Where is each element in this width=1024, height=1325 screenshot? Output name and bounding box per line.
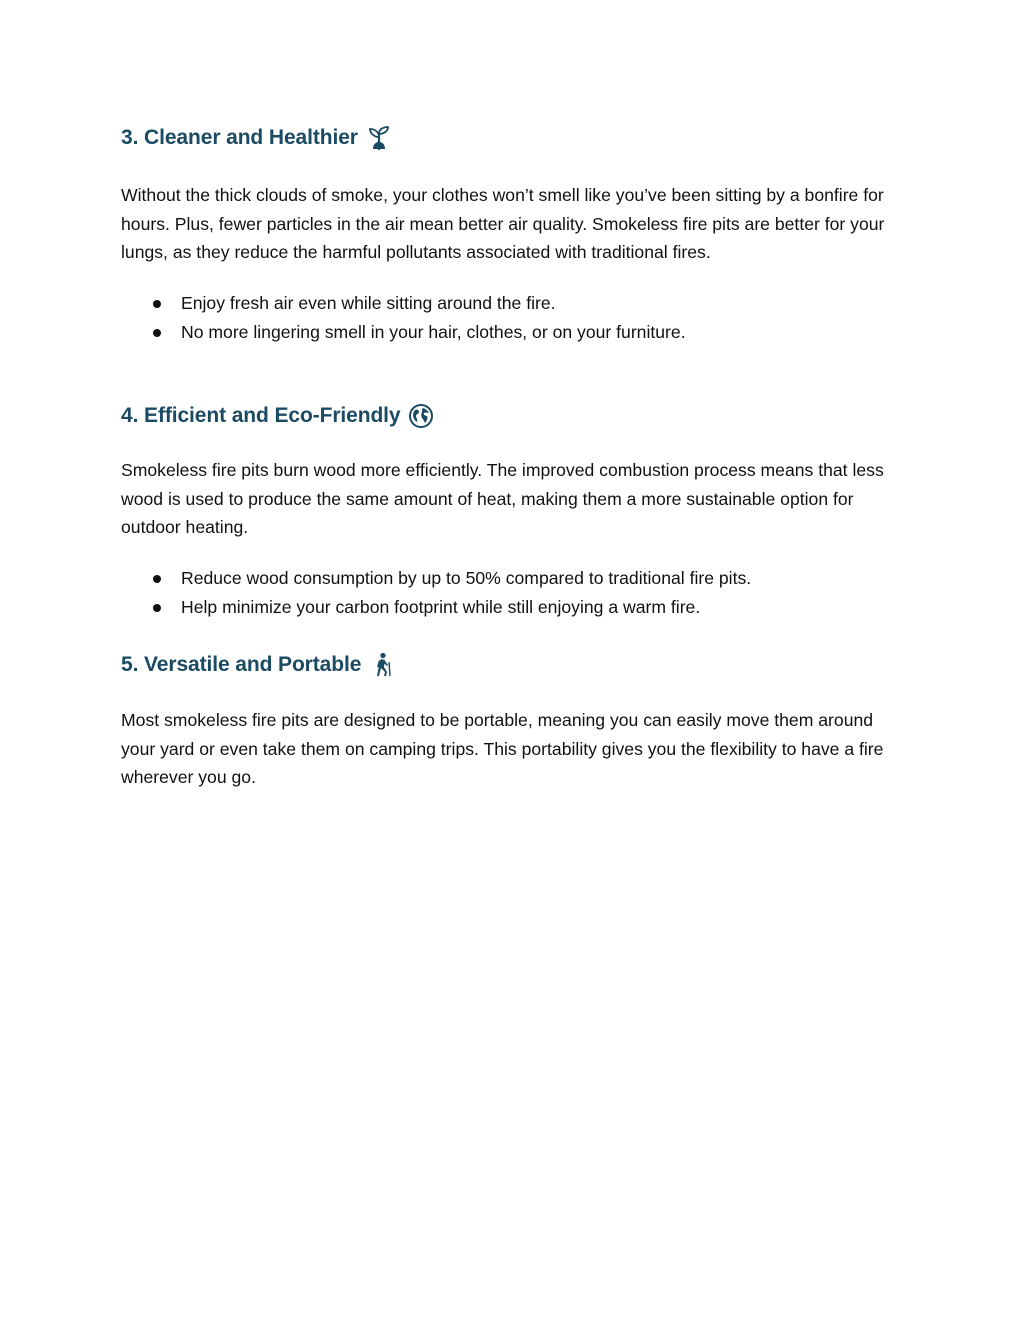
section-heading (121, 651, 911, 679)
list-item (121, 593, 911, 623)
list-item (121, 289, 911, 319)
section-heading (121, 402, 911, 430)
section-heading-text: 5. Versatile and Portable (121, 653, 362, 676)
bullet-dot (153, 300, 161, 308)
section-paragraph: Smokeless fire pits burn wood more efficiently. The improved combustion process means that less wood is used to produce the same amount of heat, making them a more sustainable option for outdoor heating. (121, 460, 884, 537)
section-heading-text: 3. Cleaner and Healthier (121, 126, 358, 149)
bullet-list (121, 564, 911, 623)
section-versatile-portable (121, 651, 911, 792)
list-item-text: Reduce wood consumption by up to 50% compared to traditional fire pits. (181, 567, 752, 588)
list-item-text: Help minimize your carbon footprint while still enjoying a warm fire. (181, 597, 701, 617)
section-heading (121, 124, 911, 152)
section-efficient-eco (121, 402, 911, 623)
bullet-dot (153, 329, 161, 337)
globe-icon (408, 403, 434, 429)
bullet-dot (153, 604, 161, 612)
hiker-icon (369, 652, 395, 678)
bullet-list (121, 289, 911, 348)
section-paragraph: Most smokeless fire pits are designed to be portable, meaning you can easily move them around your yard or even take them on camping trips. This portability gives you the flexibility to have a fire wherever you go. (121, 710, 884, 787)
seedling-icon (366, 125, 392, 151)
section-paragraph: Without the thick clouds of smoke, your clothes won’t smell like you’ve been sitting by a bonfire for hours. Plus, fewer particles in the air mean better air quality. Smokeless fire pits are better for your lungs, as they reduce the harmful pollutants associated with traditional fires. (121, 185, 885, 262)
list-item-text: No more lingering smell in your hair, clothes, or on your furniture. (181, 322, 686, 342)
list-item (121, 564, 911, 594)
section-cleaner-healthier (121, 124, 911, 348)
section-heading-text: 4. Efficient and Eco-Friendly (121, 404, 401, 427)
list-item-text: Enjoy fresh air even while sitting around the fire. (181, 292, 556, 313)
bullet-dot (153, 575, 161, 583)
list-item (121, 318, 911, 348)
